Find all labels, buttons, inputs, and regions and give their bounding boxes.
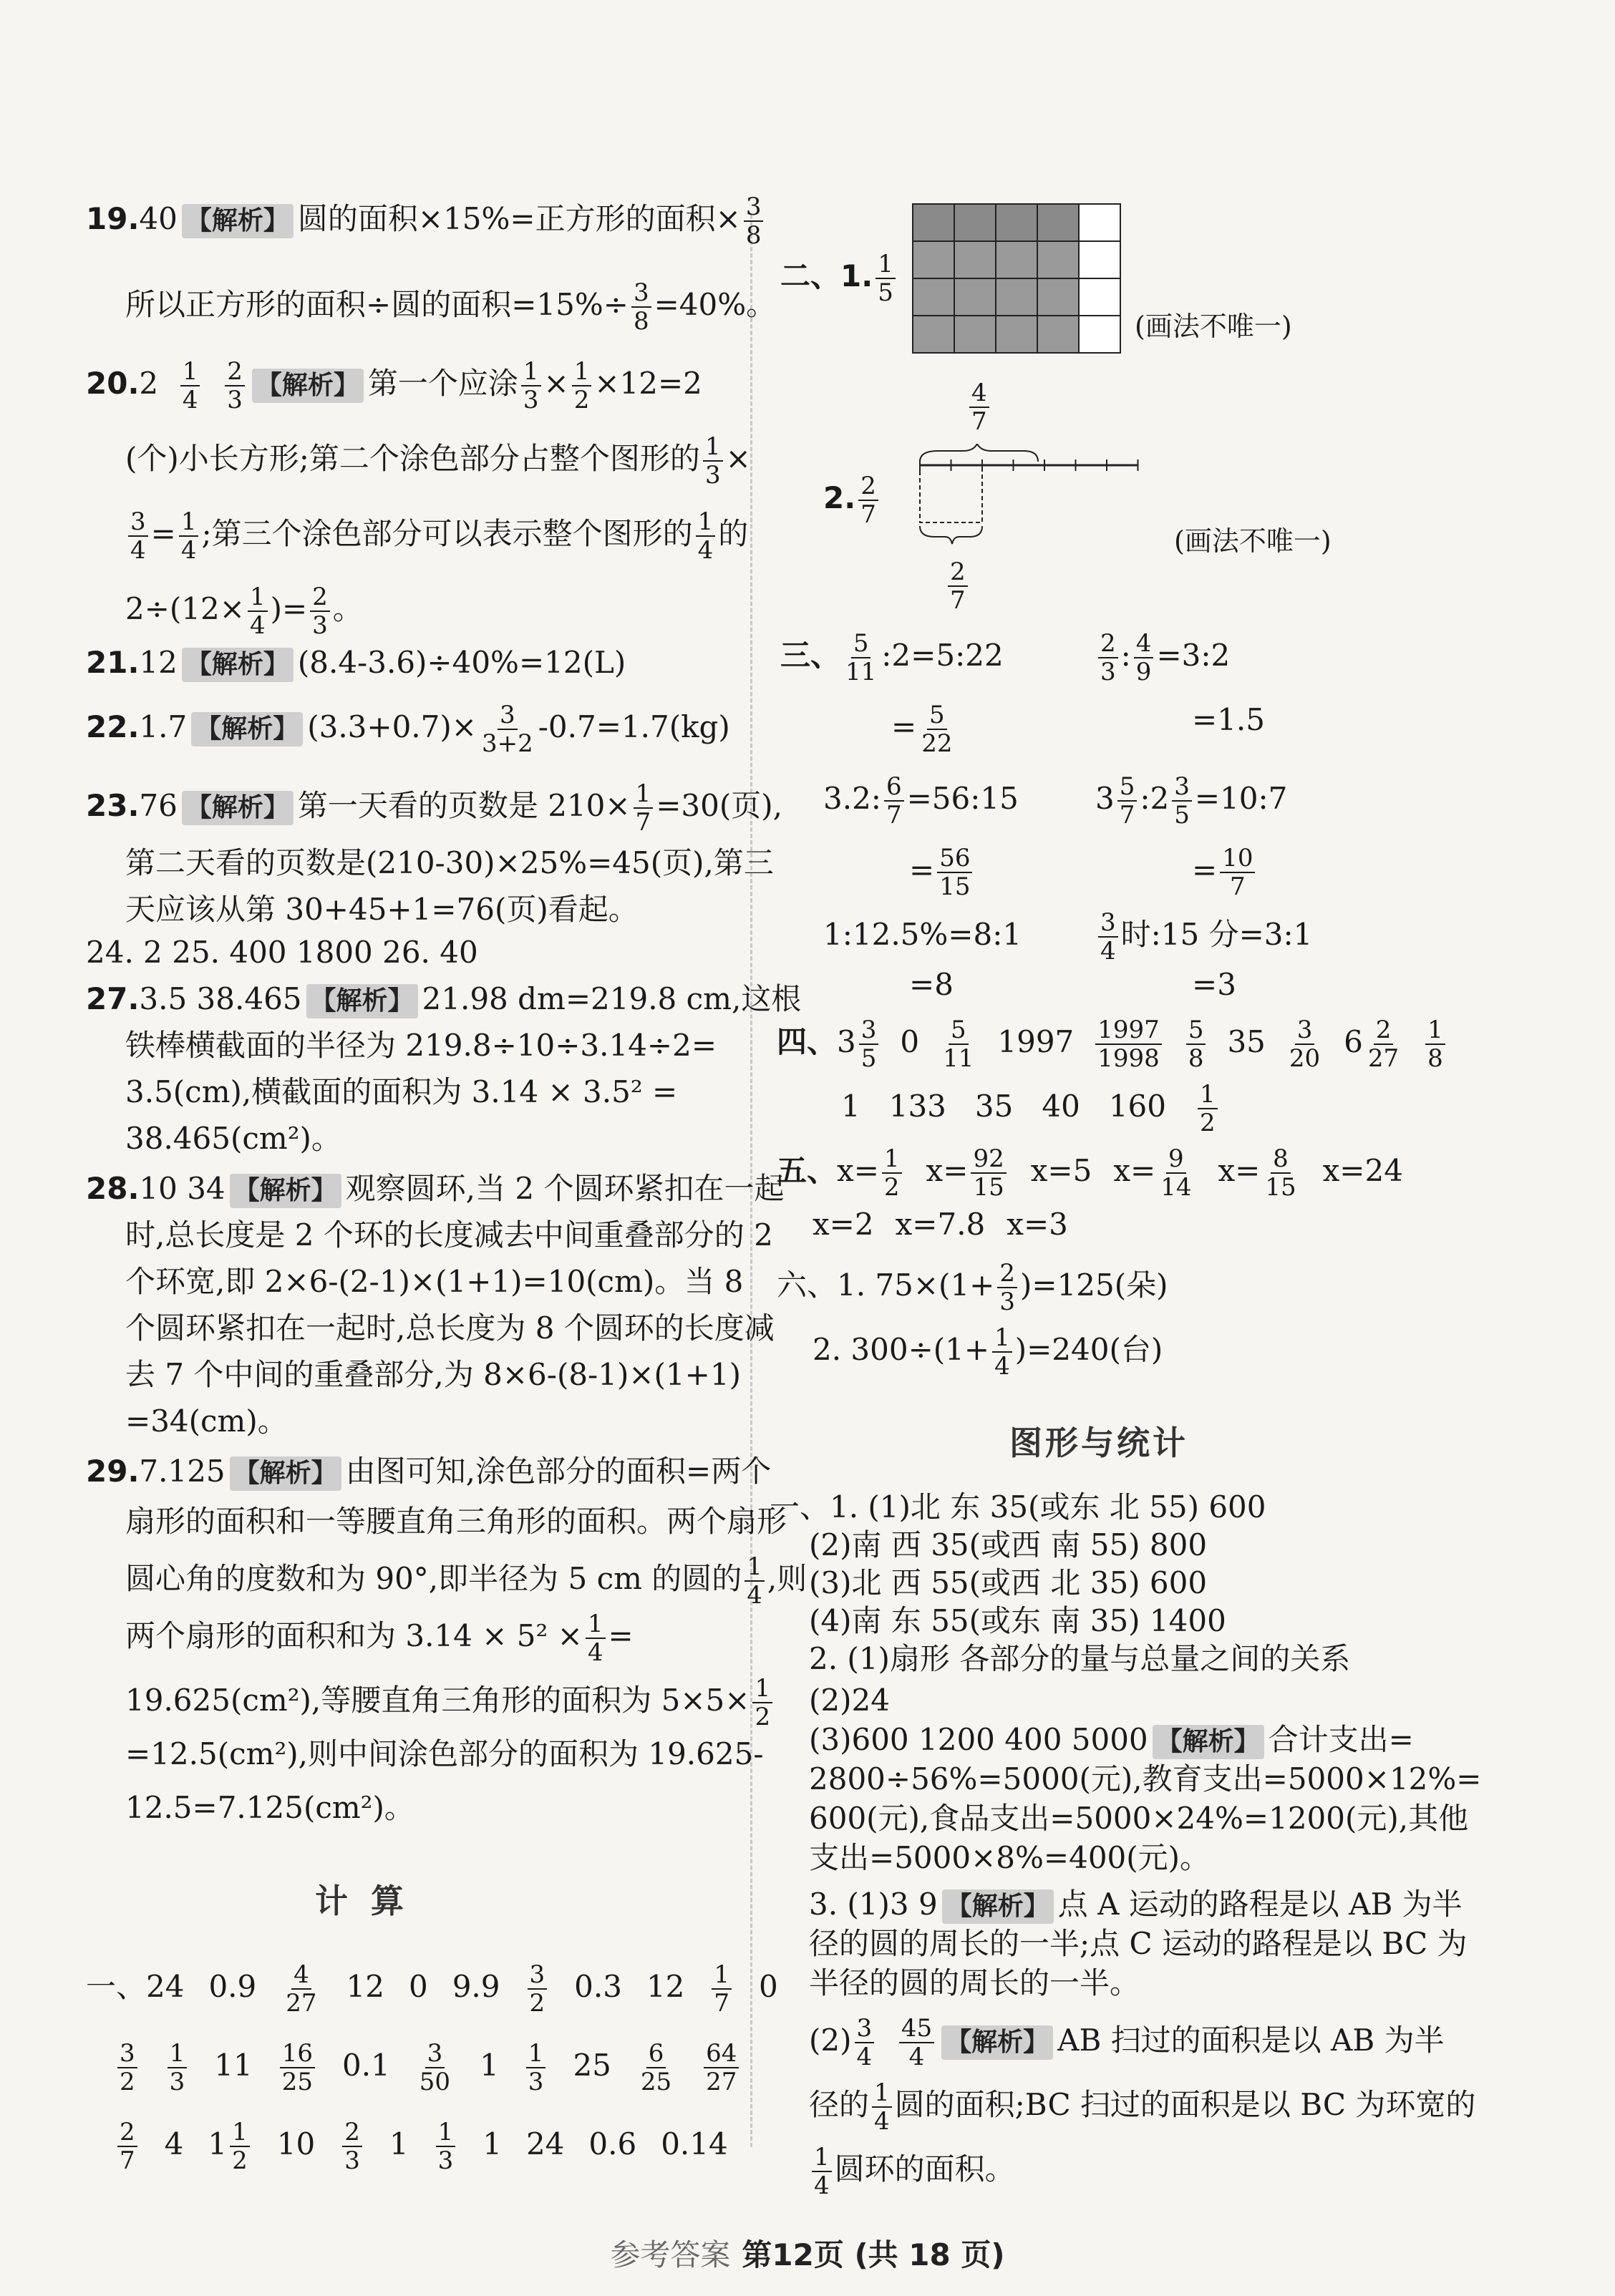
answer-item: $\frac{1}{3}$ xyxy=(523,2048,549,2083)
q28-line5: 去 7 个中间的重叠部分,为 8×6-(8-1)×(1+1) xyxy=(125,1357,741,1392)
q28-line2: 时,总长度是 2 个环的长度减去中间重叠部分的 2 xyxy=(125,1217,773,1252)
answer-item: x= $\frac{8}{15}$ xyxy=(1218,1144,1296,1202)
q24-26: 24. 2 25. 400 1800 26. 40 xyxy=(86,935,478,970)
answer-item: 0.1 xyxy=(342,2048,390,2083)
q27-line3: 3.5(cm),横截面的面积为 3.14 × 3.5² = xyxy=(125,1074,678,1109)
wu-label: 五、 xyxy=(777,1153,838,1188)
san-d1: 3 $\frac{5}{7}$ :2 $\frac{3}{5}$ =10:7 xyxy=(1095,772,1288,830)
tx-y14: (2) $\frac{3}{4}$ $\frac{45}{4}$ 【解析】 AB 扫过的面积是以 AB 为半 xyxy=(809,2014,1445,2071)
answer-item: x= $\frac{1}{2}$ xyxy=(837,1153,905,1188)
fraction: $\frac{45}{4}$ xyxy=(899,2015,934,2071)
grid-cell xyxy=(1079,278,1120,316)
section-title-tuxing: 图形与统计 xyxy=(1009,1424,1188,1462)
jisuan-row1 xyxy=(86,1961,802,2017)
answer-item: 1 $\frac{1}{2}$ xyxy=(208,2126,252,2161)
section-title-jisuan: 计 算 xyxy=(315,1882,410,1920)
answer-item: 9.9 xyxy=(452,1969,500,2004)
answer-item: x= $\frac{92}{15}$ xyxy=(926,1153,1009,1188)
jisuan-row3 xyxy=(115,2119,752,2174)
answer-item: 0.6 xyxy=(588,2126,637,2161)
answer-item: 1 xyxy=(841,1089,860,1124)
answer-item: $\frac{1}{3}$ xyxy=(165,2048,190,2083)
answer-item: 160 xyxy=(1108,1089,1166,1124)
footer-label: 参考答案 xyxy=(610,2237,731,2272)
tx-y13: 半径的圆的周长的一半。 xyxy=(809,1965,1140,2000)
answer-item: 24 xyxy=(525,2126,565,2161)
answer-item: $\frac{3}{20}$ xyxy=(1289,1016,1321,1073)
jisuan-row2 xyxy=(115,2040,766,2096)
grid-cell xyxy=(913,278,954,316)
q20-line3: $\frac{3}{4}$ = $\frac{1}{4}$ ;第三个涂色部分可以表示整个图形的 $\frac{1}{4}$ 的 xyxy=(125,508,748,564)
fraction: $\frac{1}{4}$ xyxy=(812,2144,832,2199)
grid-cell xyxy=(1037,278,1079,316)
tx-y5: 2. (1)扇形 各部分的量与总量之间的关系 xyxy=(809,1641,1351,1676)
er2-answer: 2. $\frac{2}{7}$ xyxy=(823,472,881,528)
tx-y16: $\frac{1}{4}$ 圆环的面积。 xyxy=(809,2144,1015,2199)
q28-line6: =34(cm)。 xyxy=(125,1404,288,1439)
wu-row1 xyxy=(777,1145,1425,1201)
answer-item: $\frac{1}{2}$ xyxy=(1195,1089,1221,1124)
san-d2: = $\frac{10}{7}$ xyxy=(1192,845,1258,900)
er2-note: (画法不唯一) xyxy=(1174,525,1332,557)
er1-answer: 二、1. $\frac{1}{5}$ xyxy=(780,250,898,306)
grid-cell xyxy=(1079,241,1120,278)
wu-row2 xyxy=(813,1206,1090,1243)
grid-cell xyxy=(954,241,996,278)
q28-line1: 28.10 34 【解析】 观察圆环,当 2 个圆环紧扣在一起 xyxy=(86,1170,784,1208)
q19-line1: 19.40 【解析】 圆的面积×15%=正方形的面积× $\frac{3}{8}$ xyxy=(86,193,766,249)
grid-cell xyxy=(954,278,996,316)
liu-2: 2. 300÷(1+ $\frac{1}{4}$ )=240(台) xyxy=(813,1323,1163,1381)
answer-item: 25 xyxy=(573,2048,611,2083)
answer-item: $\frac{1}{8}$ xyxy=(1422,1024,1448,1059)
fraction: $\frac{3}{5}$ xyxy=(1172,773,1192,829)
grid-cell xyxy=(913,316,954,353)
answer-item: 0 xyxy=(408,1969,428,2004)
grid-cell xyxy=(1079,204,1120,241)
tx-y9: 600(元),食品支出=5000×24%=1200(元),其他 xyxy=(809,1801,1469,1836)
answer-item: $\frac{2}{7}$ xyxy=(115,2126,140,2161)
san-e2: =8 xyxy=(909,967,954,1002)
answer-item: 0.3 xyxy=(574,1969,622,2004)
fraction: $\frac{10}{7}$ xyxy=(1220,845,1255,900)
footer-page: 第12页 (共 18 页) xyxy=(742,2237,1005,2272)
fraction: $\frac{4}{9}$ xyxy=(1134,630,1154,686)
q27-line4: 38.465(cm²)。 xyxy=(125,1121,341,1156)
page-footer xyxy=(0,2232,1615,2275)
q29-line5: 19.625(cm²),等腰直角三角形的面积为 5×5× $\frac{1}{2}$ xyxy=(125,1675,775,1731)
fraction: $\frac{1}{4}$ xyxy=(872,2079,892,2135)
si-row2 xyxy=(841,1081,1249,1137)
answer-item: 11 xyxy=(214,2048,253,2083)
answer-item: 0.9 xyxy=(208,1969,257,2004)
answer-item: 1 xyxy=(482,2126,502,2161)
san-g1: $\frac{3}{4}$ 时:15 分=3:1 xyxy=(1095,909,1312,965)
answer-item: $\frac{16}{25}$ xyxy=(277,2048,318,2083)
q28-line4: 个圆环紧扣在一起时,总长度为 8 个圆环的长度减 xyxy=(125,1310,775,1346)
fraction: $\frac{6}{7}$ xyxy=(884,773,904,829)
q20-line2: (个)小长方形;第二个涂色部分占整个图形的 $\frac{1}{3}$ × xyxy=(125,432,751,490)
answer-item: 0 xyxy=(759,1969,778,2004)
san-a1: 三、 $\frac{5}{11}$ :2=5:22 xyxy=(780,629,1004,686)
tx-y10: 支出=5000×8%=400(元)。 xyxy=(809,1840,1211,1875)
san-a2: = $\frac{5}{22}$ xyxy=(891,701,957,757)
grid-cell xyxy=(954,316,996,353)
fraction: $\frac{5}{11}$ xyxy=(845,629,877,686)
tx-y2: (2)南 西 35(或西 南 55) 800 xyxy=(809,1527,1208,1562)
fraction: $\frac{1}{4}$ xyxy=(992,1324,1012,1380)
grid-cell xyxy=(996,241,1037,278)
si-row1 xyxy=(777,1016,1467,1072)
bottom-brace xyxy=(920,526,982,544)
q23-line2: 第二天看的页数是(210-30)×25%=45(页),第三 xyxy=(125,845,774,880)
answer-item: $\frac{5}{8}$ xyxy=(1183,1024,1209,1059)
tx-y15: 径的 $\frac{1}{4}$ 圆的面积;BC 扫过的面积是以 BC 为环宽的 xyxy=(809,2078,1476,2136)
grid-cell xyxy=(1079,316,1120,353)
q29-line3: 圆心角的度数和为 90°,即半径为 5 cm 的圆的 $\frac{1}{4}$ ,则 xyxy=(125,1552,808,1610)
answer-item: 40 xyxy=(1042,1089,1080,1124)
fraction: $\frac{2}{3}$ xyxy=(997,1260,1017,1315)
q21: 21.12 【解析】 (8.4-3.6)÷40%=12(L) xyxy=(86,644,626,682)
answer-item: 0 xyxy=(900,1024,920,1059)
answer-item: x=3 xyxy=(1007,1207,1068,1242)
fraction: $\frac{3}{4}$ xyxy=(1098,909,1118,965)
q23-line3: 天应该从第 30+45+1=76(页)看起。 xyxy=(125,892,639,927)
answer-item: x=7.8 xyxy=(895,1207,986,1242)
answer-item: $\frac{64}{27}$ xyxy=(701,2048,742,2083)
tx-y3: (3)北 西 55(或西 北 35) 600 xyxy=(809,1565,1208,1600)
grid-cell xyxy=(954,204,996,241)
answer-item: $\frac{1}{7}$ xyxy=(709,1969,734,2004)
q28-line3: 个环宽,即 2×6-(2-1)×(1+1)=10(cm)。当 8 xyxy=(125,1264,744,1299)
grid-cell xyxy=(913,241,954,278)
answer-item: 一、24 xyxy=(86,1969,185,2004)
answer-item: x=2 xyxy=(813,1207,874,1242)
grid-cell xyxy=(996,278,1037,316)
san-e1: 1:12.5%=8:1 xyxy=(823,917,1022,952)
tx-y6: (2)24 xyxy=(809,1683,890,1718)
san-g2: =3 xyxy=(1192,967,1236,1002)
grid-cell xyxy=(1037,241,1079,278)
tx-y11: 3. (1)3 9 【解析】 点 A 运动的路程是以 AB 为半 xyxy=(809,1886,1463,1924)
answer-item: 1 xyxy=(389,2126,409,2161)
grid-cell xyxy=(996,204,1037,241)
answer-item: x=24 xyxy=(1322,1153,1403,1188)
answer-item: 3 $\frac{3}{5}$ xyxy=(837,1024,881,1059)
fraction: $\frac{5}{7}$ xyxy=(1117,773,1138,829)
answer-item: 12 xyxy=(346,1969,384,2004)
answer-item: $\frac{3}{2}$ xyxy=(525,1969,551,2004)
q23-line1: 23.76 【解析】 第一天看的页数是 210× $\frac{1}{7}$ =30(页), xyxy=(86,779,782,837)
fraction: $\frac{3}{4}$ xyxy=(855,2015,875,2071)
top-brace xyxy=(920,444,1038,462)
answer-item: 6 $\frac{2}{27}$ xyxy=(1344,1016,1400,1073)
q20-line4: 2÷(12× $\frac{1}{4}$ )= $\frac{2}{3}$ 。 xyxy=(125,583,363,640)
answer-item: 35 xyxy=(1227,1024,1266,1059)
answer-item: $\frac{1997}{1998}$ xyxy=(1092,1024,1165,1059)
san-c1: 3.2: $\frac{6}{7}$ =56:15 xyxy=(823,772,1019,830)
fraction: $\frac{2}{3}$ xyxy=(1098,630,1118,686)
fraction: $\frac{56}{15}$ xyxy=(937,845,972,900)
tx-y4: (4)南 东 55(或东 南 35) 1400 xyxy=(809,1603,1226,1638)
q29-line7: 12.5=7.125(cm²)。 xyxy=(125,1790,414,1825)
answer-item: 35 xyxy=(974,1089,1014,1124)
tx-y1: 一、1. (1)北 东 35(或东 北 55) 600 xyxy=(770,1489,1266,1524)
er1-note: (画法不唯一) xyxy=(1135,311,1292,342)
q20-line1: 20.2 $\frac{1}{4}$ $\frac{2}{3}$ 【解析】 第一个应涂 $\frac{1}{3}$ × $\frac{1}{2}$ ×12=2 xyxy=(86,357,702,414)
san-b2: =1.5 xyxy=(1192,702,1265,737)
si-label: 四、 xyxy=(777,1024,838,1059)
q29-line1: 29.7.125 【解析】 由图可知,涂色部分的面积=两个 xyxy=(86,1453,771,1491)
q19-line2: 所以正方形的面积÷圆的面积=15%÷ $\frac{3}{8}$ =40%。 xyxy=(125,278,777,336)
fraction: $\frac{5}{22}$ xyxy=(921,701,953,758)
q22: 22.1.7 【解析】 (3.3+0.7)× $\frac{3}{3+2}$ -0.7=1.7(kg) xyxy=(86,701,730,758)
tx-y7: (3)600 1200 400 5000 【解析】 合计支出= xyxy=(809,1721,1414,1759)
q27-line2: 铁棒横截面的半径为 219.8÷10÷3.14÷2= xyxy=(125,1028,717,1063)
grid-cell xyxy=(1037,316,1079,353)
answer-item: 4 xyxy=(164,2126,184,2161)
answer-item: $\frac{2}{3}$ xyxy=(339,2126,365,2161)
grid-diagram xyxy=(909,200,1131,358)
answer-item: $\frac{1}{3}$ xyxy=(433,2126,459,2161)
answer-item: $\frac{3}{50}$ xyxy=(419,2039,451,2096)
er2-bottom-fraction: $\frac{2}{7}$ xyxy=(945,558,971,614)
tx-y12: 径的圆的周长的一半;点 C 运动的路程是以 BC 为 xyxy=(809,1926,1468,1961)
answer-item: x=5 xyxy=(1030,1153,1092,1188)
segment-diagram xyxy=(909,444,1160,573)
q27-line1: 27.3.5 38.465 【解析】 21.98 dm=219.8 cm,这根 xyxy=(86,981,801,1018)
q29-line2: 扇形的面积和一等腰直角三角形的面积。两个扇形 xyxy=(125,1504,787,1539)
answer-item: x= $\frac{9}{14}$ xyxy=(1113,1144,1192,1202)
q29-line4: 两个扇形的面积和为 3.14 × 5² × $\frac{1}{4}$ = xyxy=(125,1610,634,1667)
dashed-box xyxy=(920,465,982,522)
answer-item: 12 xyxy=(646,1969,685,2004)
grid-cell xyxy=(913,204,954,241)
answer-item: 1997 xyxy=(997,1024,1075,1059)
tx-y8: 2800÷56%=5000(元),教育支出=5000×12%= xyxy=(809,1761,1482,1796)
answer-item: 10 xyxy=(276,2126,316,2161)
answer-item: $\frac{6}{25}$ xyxy=(640,2039,672,2096)
san-c2: = $\frac{56}{15}$ xyxy=(909,845,975,900)
answer-item: 0.14 xyxy=(661,2126,728,2161)
answer-item: $\frac{5}{11}$ xyxy=(943,1016,974,1073)
grid-cell xyxy=(996,316,1037,353)
san-b1: $\frac{2}{3}$ : $\frac{4}{9}$ =3:2 xyxy=(1095,630,1230,686)
q29-line6: =12.5(cm²),则中间涂色部分的面积为 19.625- xyxy=(125,1736,764,1771)
liu-1: 六、1. 75×(1+ $\frac{2}{3}$ )=125(朵) xyxy=(777,1259,1168,1316)
er2-top-fraction: $\frac{4}{7}$ xyxy=(966,379,992,435)
answer-item: $\frac{4}{27}$ xyxy=(286,1960,317,2018)
answer-item: 1 xyxy=(480,2048,499,2083)
answer-item: 133 xyxy=(888,1089,946,1124)
answer-item: $\frac{3}{2}$ xyxy=(115,2048,140,2083)
grid-cell xyxy=(1037,204,1079,241)
